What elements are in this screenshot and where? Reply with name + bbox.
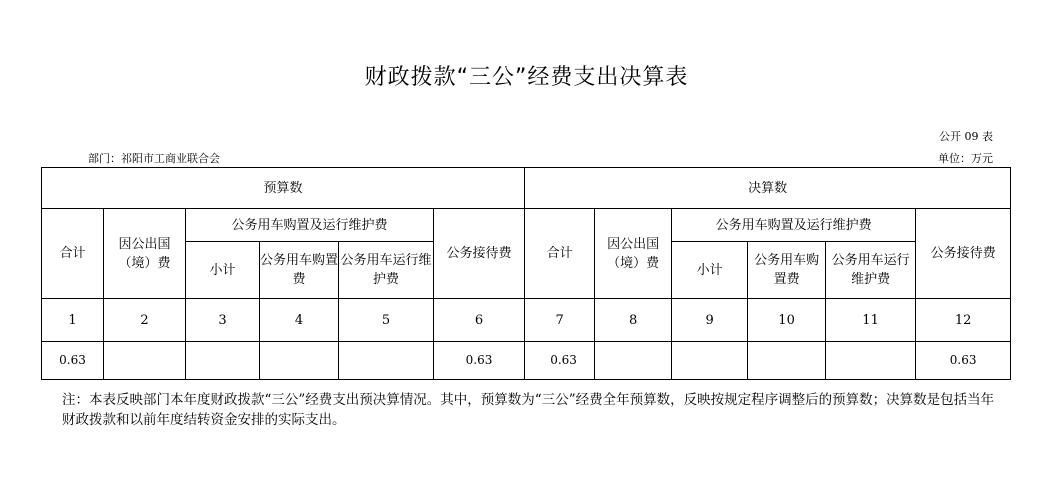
final-vehicle-purchase-header: 公务用车购置费 xyxy=(748,242,826,299)
index-cell: 2 xyxy=(104,299,186,342)
final-subtotal-header: 小计 xyxy=(672,242,748,299)
data-cell: 0.63 xyxy=(916,342,1011,380)
index-cell: 9 xyxy=(672,299,748,342)
three-public-expenses-table xyxy=(41,167,1011,380)
index-cell: 12 xyxy=(916,299,1011,342)
data-cell xyxy=(104,342,186,380)
data-cell: 0.63 xyxy=(42,342,104,380)
unit-label: 单位：万元 xyxy=(938,152,993,165)
budget-vehicle-purchase-header: 公务用车购置费 xyxy=(260,242,339,299)
form-number: 公开 09 表 xyxy=(939,130,993,143)
data-cell xyxy=(826,342,916,380)
final-total-header: 合计 xyxy=(525,209,595,299)
final-header: 决算数 xyxy=(525,168,1011,209)
budget-abroad-header: 因公出国（境）费 xyxy=(104,209,186,299)
budget-vehicle-group-header: 公务用车购置及运行维护费 xyxy=(186,209,434,242)
budget-subtotal-header: 小计 xyxy=(186,242,260,299)
page-title: 财政拨款“三公”经费支出决算表 xyxy=(364,65,689,90)
data-cell xyxy=(186,342,260,380)
data-cell xyxy=(672,342,748,380)
final-abroad-header: 因公出国（境）费 xyxy=(595,209,672,299)
budget-header: 预算数 xyxy=(42,168,525,209)
index-cell: 10 xyxy=(748,299,826,342)
final-vehicle-operation-header: 公务用车运行维护费 xyxy=(826,242,916,299)
final-vehicle-group-header: 公务用车购置及运行维护费 xyxy=(672,209,916,242)
footnote: 注：本表反映部门本年度财政拨款“三公”经费支出预决算情况。其中，预算数为“三公”经费全年预算数，反映按规定程序调整后的预算数；决算数是包括当年财政拨款和以前年度结转资金安排的实际支出。 xyxy=(62,392,995,428)
index-cell: 5 xyxy=(339,299,434,342)
data-cell xyxy=(339,342,434,380)
data-cell: 0.63 xyxy=(434,342,525,380)
index-cell: 7 xyxy=(525,299,595,342)
final-reception-header: 公务接待费 xyxy=(916,209,1011,299)
index-cell: 4 xyxy=(260,299,339,342)
data-cell xyxy=(748,342,826,380)
budget-total-header: 合计 xyxy=(42,209,104,299)
index-cell: 3 xyxy=(186,299,260,342)
budget-vehicle-operation-header: 公务用车运行维护费 xyxy=(339,242,434,299)
index-cell: 1 xyxy=(42,299,104,342)
index-cell: 8 xyxy=(595,299,672,342)
index-cell: 6 xyxy=(434,299,525,342)
budget-reception-header: 公务接待费 xyxy=(434,209,525,299)
data-cell xyxy=(260,342,339,380)
index-cell: 11 xyxy=(826,299,916,342)
data-cell xyxy=(595,342,672,380)
data-cell: 0.63 xyxy=(525,342,595,380)
department-label: 部门：祁阳市工商业联合会 xyxy=(88,152,220,165)
